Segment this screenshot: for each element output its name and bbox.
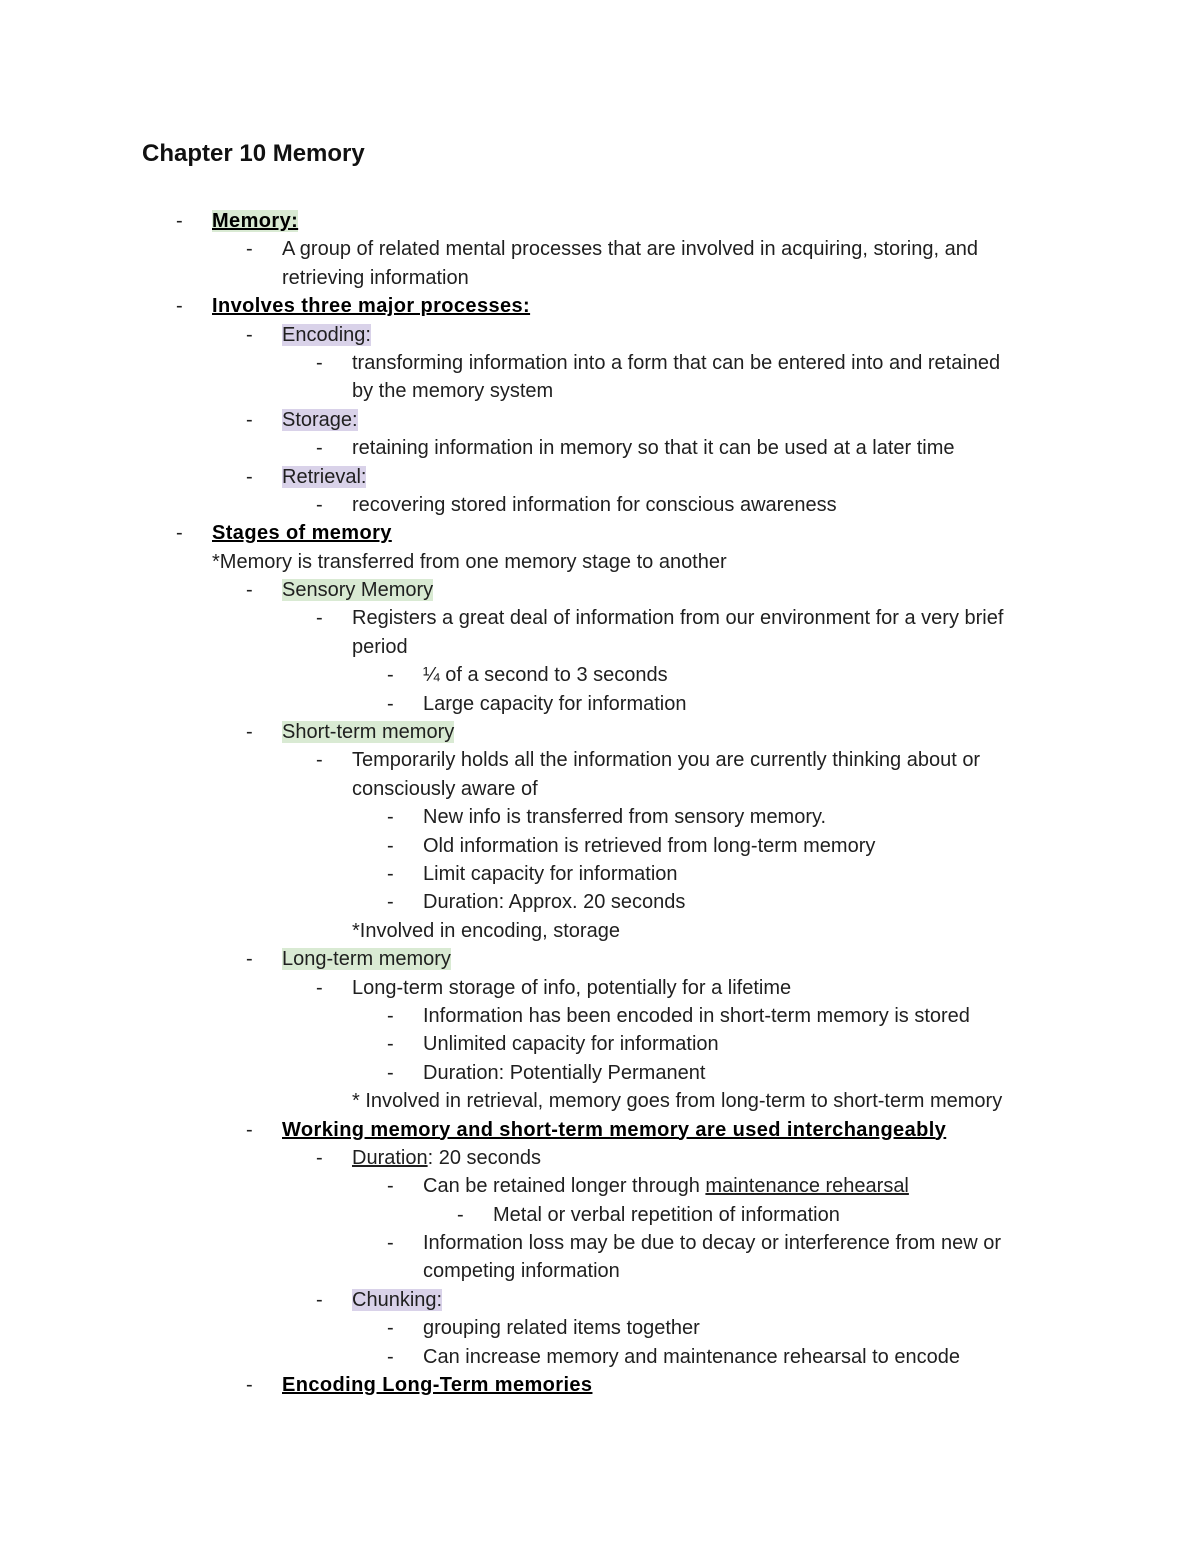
section-heading: Encoding Long-Term memories [282,1374,593,1397]
line-text: transforming information into a form that can be entered into and retained [352,351,1001,374]
page-title: Chapter 10 Memory [142,140,365,167]
line-text: Temporarily holds all the information you are currently thinking about or [352,749,981,772]
bullet-dash: - [316,607,323,630]
outline-line [0,860,1200,888]
line-text: by the memory system [352,380,554,403]
outline-line [0,604,1200,632]
bullet-dash: - [457,1203,464,1226]
outline-line [0,377,1200,405]
bullet-dash: - [246,323,253,346]
line-text: Long-term storage of info, potentially for a lifetime [352,976,792,999]
line-text: Duration: Potentially Permanent [423,1061,706,1084]
bullet-dash: - [176,522,183,545]
outline-line [0,1172,1200,1200]
highlighted-term: Chunking: [352,1288,443,1311]
outline-line [0,434,1200,462]
outline-line [0,292,1200,320]
line-text: New info is transferred from sensory memory. [423,806,827,829]
bullet-dash: - [316,1146,323,1169]
bullet-dash: - [246,948,253,971]
line-text: ¼ of a second to 3 seconds [423,664,668,687]
line-text: Can increase memory and maintenance rehearsal to encode [423,1345,960,1368]
section-heading: Working memory and short-term memory are used interchangeably [282,1118,947,1141]
line-text: *Memory is transferred from one memory stage to another [212,550,727,573]
bullet-dash: - [387,692,394,715]
line-text: recovering stored information for conscious awareness [352,493,837,516]
outline-line [0,1059,1200,1087]
bullet-dash: - [387,1033,394,1056]
bullet-dash: - [387,1345,394,1368]
bullet-dash: - [387,891,394,914]
highlighted-term: Storage: [282,408,358,431]
outline-line [0,235,1200,263]
bullet-dash: - [316,976,323,999]
outline-line [0,917,1200,945]
line-text: Duration: Approx. 20 seconds [423,891,686,914]
outline-line [0,718,1200,746]
outline-line [0,1371,1200,1399]
bullet-dash: - [176,210,183,232]
outline-line [0,463,1200,491]
line-text: Can be retained longer through [423,1175,706,1198]
bullet-dash: - [387,1004,394,1027]
line-text: Unlimited capacity for information [423,1033,719,1056]
highlighted-term: Encoding: [282,323,371,346]
notes-outline [0,207,1200,1399]
line-text: * Involved in retrieval, memory goes from long-term to short-term memory [352,1090,1003,1113]
line-text: Information has been encoded in short-term memory is stored [423,1004,970,1027]
line-text: Metal or verbal repetition of information [493,1203,840,1226]
highlighted-term: Long-term memory [282,948,451,971]
section-heading: Stages of memory [212,522,392,545]
section-heading: Involves three major processes: [212,295,531,318]
outline-line [0,832,1200,860]
outline-line [0,576,1200,604]
outline-line [0,1030,1200,1058]
bullet-dash: - [387,1175,394,1198]
bullet-dash: - [316,1288,323,1311]
outline-line [0,207,1200,235]
line-text: retaining information in memory so that it can be used at a later time [352,437,955,460]
bullet-dash: - [176,295,183,318]
highlighted-term: Retrieval: [282,465,367,488]
outline-line [0,1314,1200,1342]
outline-line [0,888,1200,916]
line-text: A group of related mental processes that are involved in acquiring, storing, and [282,238,978,261]
bullet-dash: - [387,834,394,857]
bullet-dash: - [387,806,394,829]
bullet-dash: - [246,1374,253,1397]
line-text: Information loss may be due to decay or interference from new or [423,1232,1002,1255]
bullet-dash: - [316,749,323,772]
line-text: : 20 seconds [427,1146,542,1169]
bullet-dash: - [246,579,253,602]
outline-line [0,945,1200,973]
bullet-dash: - [246,465,253,488]
bullet-dash: - [316,493,323,516]
outline-line [0,661,1200,689]
outline-line [0,1002,1200,1030]
bullet-dash: - [316,351,323,374]
highlighted-term: Short-term memory [282,721,455,744]
outline-line [0,1116,1200,1144]
outline-line [0,349,1200,377]
outline-line [0,1087,1200,1115]
outline-line [0,690,1200,718]
outline-line [0,974,1200,1002]
line-text: Old information is retrieved from long-term memory [423,834,876,857]
outline-line [0,406,1200,434]
outline-line [0,1201,1200,1229]
bullet-dash: - [246,721,253,744]
outline-line [0,548,1200,576]
outline-line [0,1286,1200,1314]
bullet-dash: - [246,1118,253,1141]
bullet-dash: - [387,862,394,885]
outline-line [0,491,1200,519]
line-text: *Involved in encoding, storage [352,919,620,942]
bullet-dash: - [387,1232,394,1255]
underlined-text: Duration [352,1146,428,1169]
bullet-dash: - [246,238,253,261]
outline-line [0,1257,1200,1285]
line-text: period [352,635,408,658]
outline-line [0,1229,1200,1257]
bullet-dash: - [246,408,253,431]
line-text: Registers a great deal of information from our environment for a very brief [352,607,1004,630]
line-text: consciously aware of [352,777,538,800]
outline-line [0,775,1200,803]
line-text: Limit capacity for information [423,862,678,885]
line-text: grouping related items together [423,1317,700,1340]
bullet-dash: - [387,1061,394,1084]
outline-line [0,264,1200,292]
highlighted-term: Sensory Memory [282,579,434,602]
bullet-dash: - [316,437,323,460]
outline-line [0,1343,1200,1371]
line-text: retrieving information [282,266,469,289]
outline-line [0,803,1200,831]
underlined-text: maintenance rehearsal [705,1175,909,1198]
line-text: competing information [423,1260,620,1283]
line-text: Large capacity for information [423,692,687,715]
outline-line [0,633,1200,661]
outline-line [0,1144,1200,1172]
bullet-dash: - [387,664,394,687]
outline-line [0,321,1200,349]
outline-line [0,519,1200,547]
outline-line [0,746,1200,774]
bullet-dash: - [387,1317,394,1340]
section-heading: Memory: [212,210,299,232]
